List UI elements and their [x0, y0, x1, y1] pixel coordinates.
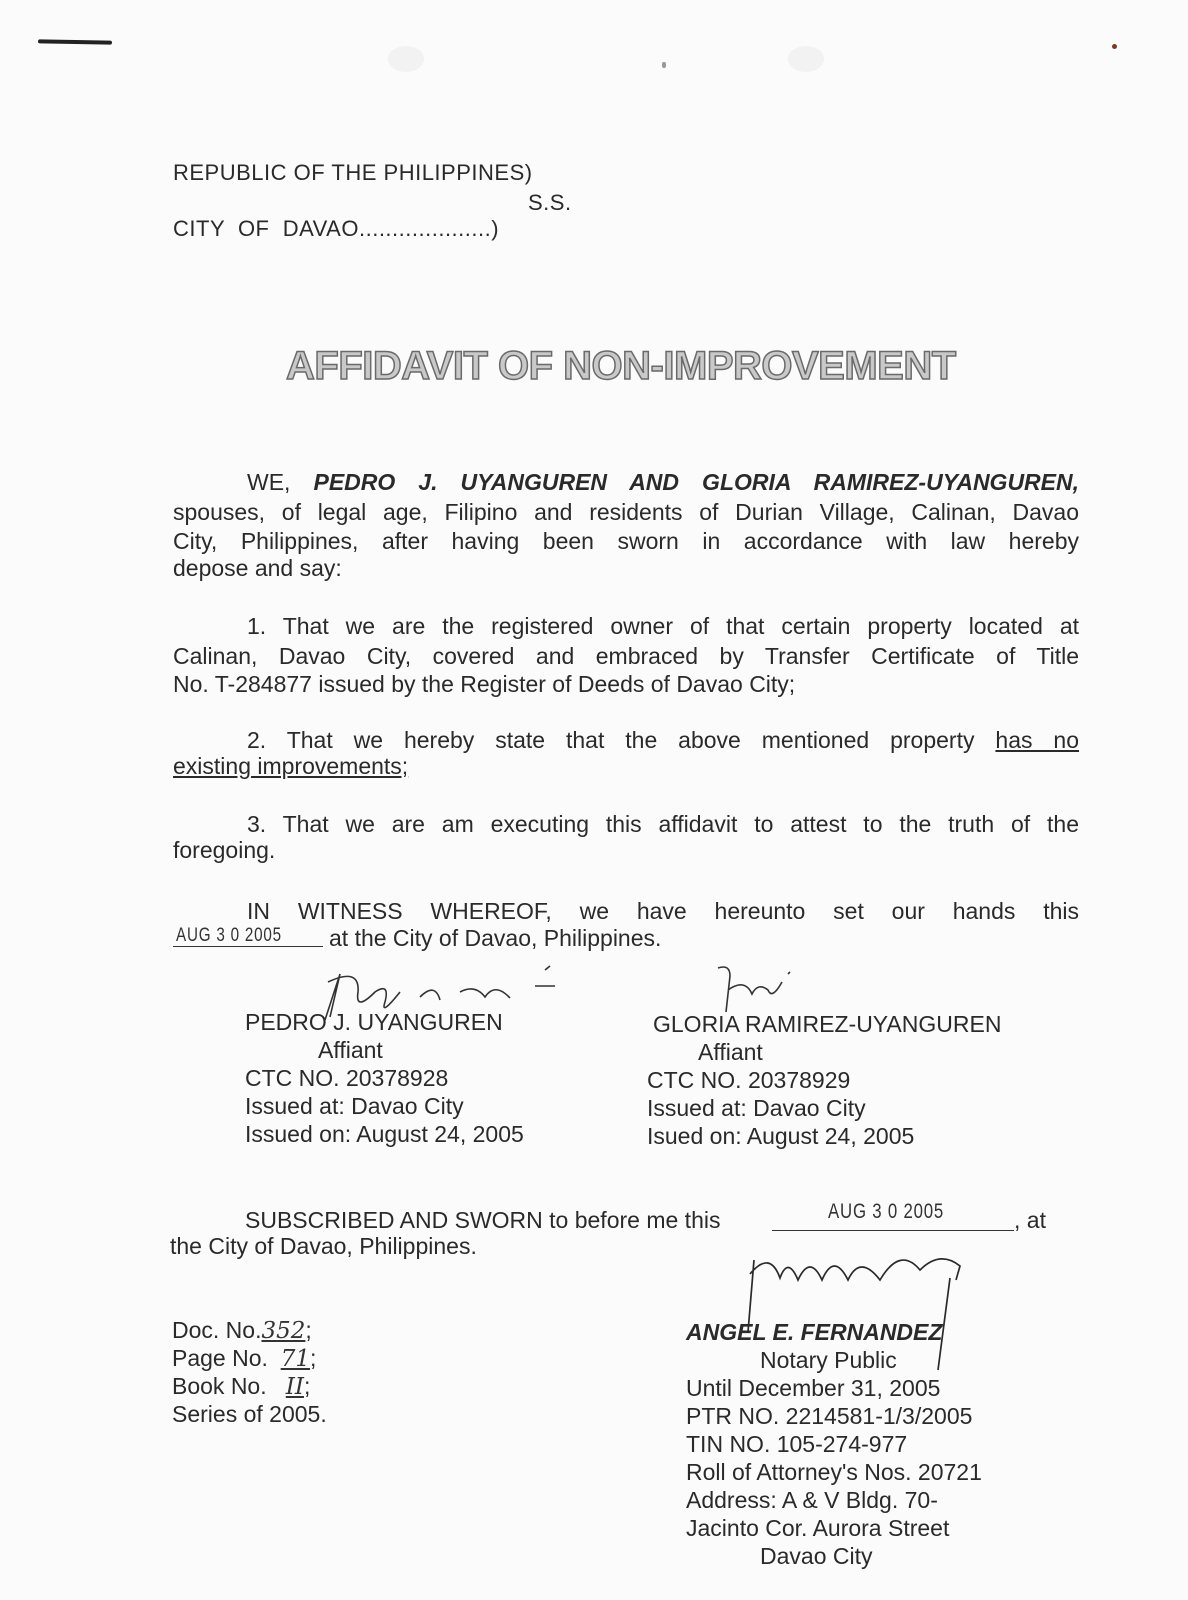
intro-line-4: depose and say: — [173, 555, 342, 581]
notary-address-3: Davao City — [760, 1543, 873, 1569]
docket-doc — [172, 1316, 312, 1345]
jurat-date-stamp: AUG 3 0 2005 — [828, 1200, 945, 1223]
docket-page-value: 71 — [280, 1346, 310, 1372]
venue-city — [173, 216, 499, 242]
venue-ss: S.S. — [528, 190, 572, 215]
docket-page — [172, 1344, 316, 1373]
witness-date-line — [173, 946, 323, 947]
item2-text: 2. That we hereby state that the above mentioned property — [247, 727, 975, 753]
witness-line-1: IN WITNESS WHEREOF, we have hereunto set our hands this — [247, 898, 1079, 924]
affiant2-name: GLORIA RAMIREZ-UYANGUREN — [653, 1011, 1002, 1037]
intro-affiant-names: PEDRO J. UYANGUREN AND GLORIA RAMIREZ-UYANGUREN, — [313, 469, 1080, 495]
document-title: AFFIDAVIT OF NON-IMPROVEMENT — [286, 344, 956, 388]
notary-address-2: Jacinto Cor. Aurora Street — [686, 1515, 950, 1541]
affiant1-issued-on: Issued on: August 24, 2005 — [245, 1121, 524, 1147]
affiant1-name: PEDRO J. UYANGUREN — [245, 1009, 503, 1035]
affiant2-ctc: CTC NO. 20378929 — [647, 1067, 851, 1093]
intro-line-2: spouses, of legal age, Filipino and residents of Durian Village, Calinan, Davao — [173, 499, 1079, 525]
punch-hole — [388, 46, 424, 72]
notary-ptr: PTR NO. 2214581-1/3/2005 — [686, 1403, 973, 1429]
affiant2-issued-on: Isued on: August 24, 2005 — [647, 1123, 915, 1149]
venue-city-close: .) — [484, 216, 500, 241]
scan-mark — [38, 39, 112, 44]
docket-book-value: II — [285, 1374, 304, 1400]
docket-doc-label: Doc. No. — [172, 1317, 262, 1343]
affiant2-issued-at: Issued at: Davao City — [647, 1095, 866, 1121]
item2-line-1 — [173, 726, 1079, 754]
notary-until: Until December 31, 2005 — [686, 1375, 941, 1401]
item1-line-1: 1. That we are the registered owner of that certain property located at — [247, 613, 1079, 639]
venue-city-label: CITY OF DAVAO — [173, 216, 359, 241]
docket-page-label: Page No. — [172, 1345, 268, 1371]
affiant2-role: Affiant — [698, 1039, 763, 1065]
item1-line-2: Calinan, Davao City, covered and embraced by Transfer Certificate of Title — [173, 643, 1079, 669]
witness-line-2: at the City of Davao, Philippines. — [329, 925, 662, 951]
scan-speck — [1112, 44, 1117, 49]
item2-underlined-2: existing improvements; — [173, 753, 409, 779]
affiant1-issued-at: Issued at: Davao City — [245, 1093, 464, 1119]
intro-line-1 — [173, 468, 1079, 496]
docket-book — [172, 1372, 310, 1401]
scan-speck — [662, 62, 666, 68]
intro-we: WE, — [247, 469, 291, 495]
docket-series: Series of 2005. — [172, 1401, 327, 1427]
item2-underlined-1: has no — [995, 727, 1080, 753]
docket-doc-value: 352 — [261, 1318, 306, 1344]
item1-line-3: No. T-284877 issued by the Register of Deeds of Davao City; — [173, 671, 796, 697]
notary-address-1: Address: A & V Bldg. 70- — [686, 1487, 938, 1513]
witness-date-stamp: AUG 3 0 2005 — [176, 925, 282, 946]
jurat-line-2: the City of Davao, Philippines. — [170, 1233, 477, 1259]
venue-republic: REPUBLIC OF THE PHILIPPINES) — [173, 160, 533, 185]
affiant1-role: Affiant — [318, 1037, 383, 1063]
affiant1-ctc: CTC NO. 20378928 — [245, 1065, 449, 1091]
notary-title: Notary Public — [760, 1347, 897, 1373]
punch-hole — [788, 46, 824, 72]
docket-page-end: ; — [309, 1345, 317, 1371]
docket-doc-end: ; — [305, 1317, 312, 1343]
intro-line-3: City, Philippines, after having been sworn in accordance with law hereby — [173, 528, 1079, 554]
jurat-at: , at — [1014, 1207, 1046, 1233]
item3-line-1: 3. That we are am executing this affidavit to attest to the truth of the — [247, 811, 1079, 837]
venue-city-dots: ................... — [358, 216, 485, 241]
notary-tin: TIN NO. 105-274-977 — [686, 1431, 908, 1457]
jurat-line-1: SUBSCRIBED AND SWORN to before me this — [245, 1207, 721, 1233]
docket-book-end: ; — [303, 1373, 311, 1399]
notary-name: ANGEL E. FERNANDEZ — [686, 1319, 943, 1345]
notary-roll: Roll of Attorney's Nos. 20721 — [686, 1459, 982, 1485]
jurat-date-line — [772, 1230, 1014, 1231]
docket-book-label: Book No. — [172, 1373, 267, 1399]
item3-line-2: foregoing. — [173, 837, 276, 863]
